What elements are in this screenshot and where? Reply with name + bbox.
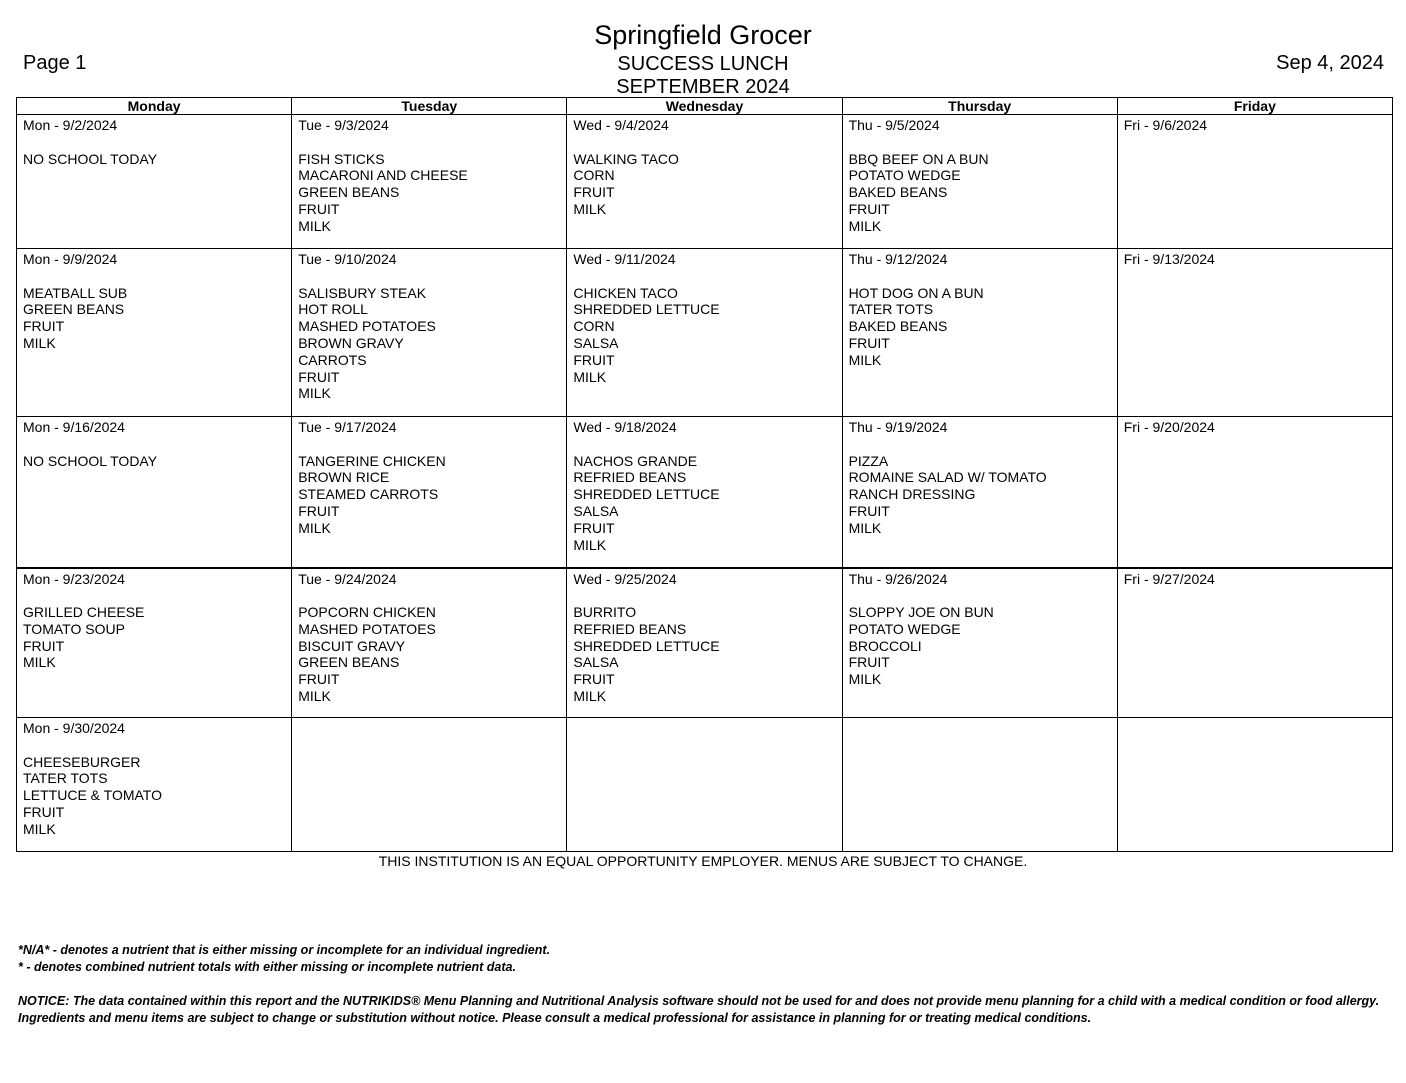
menu-item: HOT ROLL: [298, 301, 368, 318]
na-footnote: *N/A* - denotes a nutrient that is either missing or incomplete for an individual ingredient.: [18, 943, 551, 957]
menu-item: SHREDDED LETTUCE: [573, 301, 720, 318]
day-cell-mon: [17, 718, 292, 852]
menu-item: BAKED BEANS: [848, 184, 948, 201]
weekday-friday: Friday: [1117, 98, 1392, 115]
menu-item: POTATO WEDGE: [848, 167, 961, 184]
menu-item: REFRIED BEANS: [573, 469, 687, 486]
day-cell-mon: [17, 249, 292, 417]
menu-item: MILK: [298, 217, 331, 234]
menu-item: MILK: [23, 334, 56, 351]
menu-item: STEAMED CARROTS: [298, 486, 439, 503]
menu-item: BROWN RICE: [298, 469, 390, 486]
menu-item: FRUIT: [848, 502, 890, 519]
week-row: [17, 115, 1393, 249]
menu-item: FRUIT: [573, 184, 615, 201]
day-date: Mon - 9/30/2024: [23, 720, 125, 736]
menu-item: CORN: [573, 167, 615, 184]
day-date: Tue - 9/17/2024: [298, 419, 397, 435]
day-date: Thu - 9/12/2024: [848, 251, 948, 267]
menu-item: CORN: [573, 318, 615, 335]
menu-item: PIZZA: [848, 452, 889, 469]
menu-item: MASHED POTATOES: [298, 620, 436, 637]
weekday-header-row: [17, 98, 1393, 115]
menu-item: NO SCHOOL TODAY: [23, 150, 158, 167]
menu-item: GREEN BEANS: [298, 654, 400, 671]
menu-item: LETTUCE & TOMATO: [23, 787, 162, 804]
day-date: Mon - 9/9/2024: [23, 251, 118, 267]
menu-item: SHREDDED LETTUCE: [573, 486, 720, 503]
menu-item: GRILLED CHEESE: [23, 604, 145, 621]
day-date: Thu - 9/5/2024: [848, 117, 940, 133]
menu-item: FRUIT: [23, 637, 65, 654]
menu-item: BISCUIT GRAVY: [298, 637, 406, 654]
menu-item: BROCCOLI: [848, 637, 922, 654]
weekday-tuesday: Tuesday: [292, 98, 567, 115]
menu-item: CARROTS: [298, 351, 367, 368]
menu-item: RANCH DRESSING: [848, 486, 976, 503]
day-cell-wed: [567, 718, 842, 852]
print-date: Sep 4, 2024: [1276, 52, 1384, 74]
day-date: Wed - 9/11/2024: [573, 251, 676, 267]
day-cell-fri: [1117, 568, 1392, 718]
day-cell-fri: [1117, 249, 1392, 417]
equal-opportunity-notice: THIS INSTITUTION IS AN EQUAL OPPORTUNITY EMPLOYER. MENUS ARE SUBJECT TO CHANGE.: [378, 853, 1028, 869]
menu-item: MILK: [298, 519, 331, 536]
menu-item: FRUIT: [848, 334, 890, 351]
menu-item: TANGERINE CHICKEN: [298, 452, 446, 469]
menu-item: MILK: [848, 519, 882, 536]
menu-item: SHREDDED LETTUCE: [573, 637, 720, 654]
menu-item: FRUIT: [298, 368, 340, 385]
menu-item: CHICKEN TACO: [573, 284, 678, 301]
menu-month: SEPTEMBER 2024: [616, 76, 790, 98]
menu-item: TOMATO SOUP: [23, 620, 125, 637]
day-cell-tue: [292, 568, 567, 718]
menu-item: FRUIT: [848, 654, 890, 671]
day-date: Tue - 9/24/2024: [298, 570, 397, 587]
menu-item: MASHED POTATOES: [298, 318, 436, 335]
day-cell-wed: [567, 568, 842, 718]
calendar-body: [17, 115, 1393, 852]
menu-item: MILK: [848, 217, 882, 234]
day-date: Mon - 9/2/2024: [23, 117, 118, 133]
menu-item: MILK: [573, 688, 607, 705]
day-cell-wed: [567, 249, 842, 417]
page-number: Page 1: [23, 52, 87, 74]
menu-item: FRUIT: [23, 318, 65, 335]
menu-item: FRUIT: [23, 803, 65, 820]
day-cell-tue: [292, 417, 567, 568]
day-date: Wed - 9/18/2024: [573, 419, 677, 435]
day-date: Fri - 9/13/2024: [1123, 251, 1215, 267]
day-date: Mon - 9/16/2024: [23, 419, 125, 435]
day-date: Mon - 9/23/2024: [23, 570, 125, 587]
week-row: [17, 718, 1393, 852]
day-cell-thu: [842, 568, 1117, 718]
menu-item: MILK: [848, 351, 882, 368]
menu-item: MACARONI AND CHEESE: [298, 167, 468, 184]
menu-item: SALSA: [573, 654, 619, 671]
weekday-wednesday: Wednesday: [567, 98, 842, 115]
menu-item: WALKING TACO: [573, 150, 679, 167]
menu-item: NO SCHOOL TODAY: [23, 452, 158, 469]
menu-item: SALSA: [573, 502, 619, 519]
day-cell-tue: [292, 718, 567, 852]
menu-item: BURRITO: [573, 604, 637, 621]
menu-item: MEATBALL SUB: [23, 284, 128, 301]
menu-item: MILK: [573, 368, 607, 385]
day-date: Tue - 9/10/2024: [298, 251, 397, 267]
star-footnote: * - denotes combined nutrient totals with either missing or incomplete nutrient data.: [18, 960, 516, 974]
week-row: [17, 249, 1393, 417]
menu-item: SLOPPY JOE ON BUN: [848, 604, 994, 621]
menu-item: TATER TOTS: [848, 301, 934, 318]
menu-item: FRUIT: [573, 351, 615, 368]
day-date: Tue - 9/3/2024: [298, 117, 389, 133]
menu-item: ROMAINE SALAD W/ TOMATO: [848, 469, 1047, 486]
menu-item: GREEN BEANS: [298, 184, 400, 201]
weekday-monday: Monday: [17, 98, 292, 115]
day-cell-mon: [17, 417, 292, 568]
menu-item: GREEN BEANS: [23, 301, 125, 318]
day-date: Fri - 9/6/2024: [1123, 117, 1208, 133]
report-title: Springfield Grocer: [594, 20, 812, 50]
menu-item: FRUIT: [298, 502, 340, 519]
menu-item: CHEESEBURGER: [23, 753, 141, 770]
week-row: [17, 568, 1393, 718]
menu-item: NACHOS GRANDE: [573, 452, 698, 469]
menu-item: POTATO WEDGE: [848, 620, 961, 637]
day-cell-tue: [292, 249, 567, 417]
menu-item: MILK: [298, 385, 331, 402]
menu-item: SALSA: [573, 334, 619, 351]
menu-item: FRUIT: [573, 519, 615, 536]
menu-item: TATER TOTS: [23, 770, 108, 787]
menu-item: MILK: [23, 654, 56, 671]
day-cell-thu: [842, 417, 1117, 568]
day-cell-wed: [567, 115, 842, 249]
menu-item: MILK: [23, 820, 56, 837]
day-date: Wed - 9/4/2024: [573, 117, 669, 133]
day-date: Thu - 9/19/2024: [848, 419, 948, 435]
menu-item: FRUIT: [848, 200, 890, 217]
menu-calendar: [16, 97, 1393, 852]
day-cell-mon: [17, 115, 292, 249]
menu-item: HOT DOG ON A BUN: [848, 284, 984, 301]
day-date: Fri - 9/27/2024: [1123, 570, 1215, 587]
day-cell-thu: [842, 718, 1117, 852]
disclaimer-notice: NOTICE: The data contained within this report and the NUTRIKIDS® Menu Planning and Nutritional Analysis software should not be used for and does not provide menu planning for a child with a medical condition or food allergy. Ingredients and menu items are subject to change or substitution without notice. Please consult a medical professional for assistance in planning for or treating medical conditions.: [18, 994, 1380, 1025]
menu-item: MILK: [573, 536, 607, 553]
day-cell-mon: [17, 568, 292, 718]
menu-name: SUCCESS LUNCH: [617, 53, 789, 75]
menu-item: REFRIED BEANS: [573, 620, 687, 637]
day-cell-fri: [1117, 718, 1392, 852]
menu-item: MILK: [298, 688, 331, 705]
menu-item: MILK: [848, 671, 882, 688]
weekday-thursday: Thursday: [842, 98, 1117, 115]
day-cell-thu: [842, 115, 1117, 249]
menu-item: FISH STICKS: [298, 150, 385, 167]
menu-item: BAKED BEANS: [848, 318, 948, 335]
day-cell-fri: [1117, 417, 1392, 568]
menu-item: POPCORN CHICKEN: [298, 604, 436, 621]
day-cell-wed: [567, 417, 842, 568]
menu-item: FRUIT: [298, 671, 340, 688]
menu-item: BBQ BEEF ON A BUN: [848, 150, 989, 167]
day-date: Thu - 9/26/2024: [848, 570, 948, 587]
week-row: [17, 417, 1393, 568]
day-cell-thu: [842, 249, 1117, 417]
day-cell-fri: [1117, 115, 1392, 249]
menu-item: SALISBURY STEAK: [298, 284, 427, 301]
menu-item: FRUIT: [573, 671, 615, 688]
day-cell-tue: [292, 115, 567, 249]
menu-item: BROWN GRAVY: [298, 334, 404, 351]
day-date: Fri - 9/20/2024: [1123, 419, 1215, 435]
menu-item: MILK: [573, 200, 607, 217]
menu-item: FRUIT: [298, 200, 340, 217]
day-date: Wed - 9/25/2024: [573, 570, 677, 587]
